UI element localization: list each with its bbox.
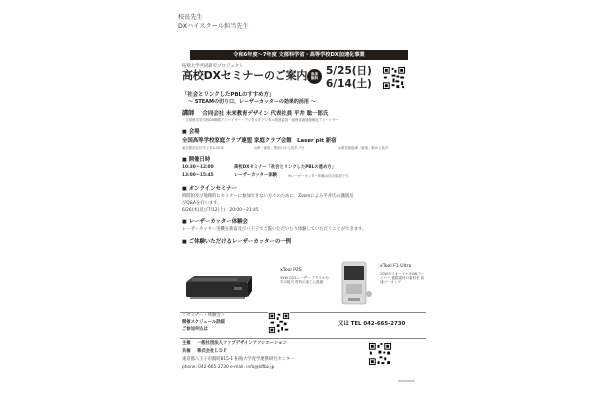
- trial-heading: ■ レーザーカッター体験会: [182, 219, 248, 226]
- product-2-name: xTool F1 Ultra: [380, 264, 412, 269]
- free-badge: [307, 69, 322, 84]
- product-1-name: xTool P2S: [280, 268, 302, 273]
- page-title: 高校DXセミナーのご案内: [182, 69, 308, 82]
- badge-line1: 参加: [310, 71, 319, 76]
- badge-line2: 無料: [310, 75, 319, 80]
- online-heading: ■ オンラインセミナー: [182, 186, 237, 193]
- seminar-subtitle-2: 〜 STEAMの切り口、レーザーカッターの効果的活用 〜: [188, 99, 316, 105]
- venue-name: 全国高等学校家庭クラブ連盟 家庭クラブ会館 Laser pit 新宿: [182, 138, 337, 144]
- document-code: DM250508: [398, 379, 415, 383]
- product-1-desc: 55W CO2レーザー アクリルや木の板尺 材料の加工に最適: [280, 276, 329, 285]
- register-apply-label: ご参加申込は: [182, 327, 208, 332]
- schedule-time-1: 10:30〜12:00: [182, 165, 214, 170]
- organizer-contact[interactable]: phone: 042-665-2730 e-mail: info@ldfbz.jp: [182, 365, 275, 370]
- schedule-time-2: 13:00〜15:45: [182, 173, 214, 178]
- venue-heading: ■ 会場: [182, 129, 200, 136]
- lecturer: [182, 110, 328, 117]
- lecturer-label: 講師: [182, 110, 195, 117]
- venue-access-jr: ◎JR「新宿」駅南口から徒歩 7分: [254, 146, 305, 150]
- project-label: 拓殖大学共同研究プロジェクト: [182, 64, 244, 69]
- schedule-note: ※レーザーカッター体験は自由参加です。: [288, 174, 352, 178]
- cohost-name: 株式会社ＬＤＦ: [197, 349, 228, 354]
- products-heading: ■ ご体験いただけるレーザーカッターの一例: [182, 239, 291, 246]
- venue-address: 東京都渋谷区代々木3-20-6: [182, 146, 224, 150]
- divider-bottom: [180, 338, 426, 339]
- seminar-date-1: 5/25(日): [326, 65, 372, 77]
- product-2-desc: 20Wダイオード+ 20Wファイバー 複数素材の素材を 高速マーキング: [380, 272, 425, 285]
- host-name: 一般社団法人ファブデザインアソシエーション: [197, 341, 287, 346]
- qr-code-icon[interactable]: [382, 66, 406, 90]
- host-label: 主催: [182, 341, 191, 346]
- organizer-address: 東京都八王子市館町815-1 拓殖大学産学連携研究センター: [182, 357, 295, 362]
- organizer-qr-code-icon[interactable]: [368, 342, 392, 366]
- recipient-principal: 校長先生: [178, 14, 203, 21]
- laser-cutter-f1-ultra-image: [334, 258, 378, 308]
- lecturer-credentials: ・文部科学省学校DX戦略アドバイザー・デジタル庁デジタル推進委員・総務省地域情報化アドバイザー: [182, 118, 339, 122]
- laser-cutter-p2s-image: [184, 272, 254, 302]
- register-heading: ＜セミナー・体験会＞: [182, 313, 225, 318]
- schedule-text-2: レーザーカッター体験: [234, 173, 277, 178]
- venue-access-toei: ◎都営新宿線「新宿」駅から徒歩: [338, 146, 389, 150]
- online-dates: 6/26(木)及び7/12(土) 20:00〜21:45: [182, 208, 259, 213]
- seminar-date-2: 6/14(土): [326, 78, 372, 90]
- host: [182, 342, 287, 347]
- trial-desc: レーザーカッター実機を新宿及び八王子でご覧いただいたり体験していただくことができます。: [182, 227, 367, 232]
- register-qr-code-icon[interactable]: [268, 312, 290, 334]
- online-desc-1: 時間的及び地理的にセミナーに参加できない方々のために、Zoomによる平井氏の講演及: [182, 194, 354, 199]
- register-schedule-link[interactable]: 開催スケジュール詳細: [182, 320, 225, 325]
- cohost-label: 共催: [182, 349, 191, 354]
- cohost: [182, 350, 227, 355]
- phone-number[interactable]: 又は TEL 042-665-2730: [338, 321, 406, 327]
- program-band: 令和6年度〜7年度 文部科学省・高等学校DX加速化事業: [190, 50, 408, 60]
- online-desc-2: びQ&Aを行います。: [182, 201, 222, 206]
- recipient-dx-teacher: DXハイスクール担当先生: [178, 23, 249, 30]
- seminar-flyer: [168, 8, 436, 392]
- seminar-subtitle: 「社会とリンクしたPBLのすすめ方」: [182, 92, 275, 98]
- lecturer-name: 合同会社 未来教育デザイン 代表社員 平井 聡一郎氏: [202, 111, 329, 117]
- schedule-text-1: 高校DXセミナー「社会とリンクしたPBLの進め方」: [234, 165, 336, 170]
- schedule-heading: ■ 開催日時: [182, 157, 210, 164]
